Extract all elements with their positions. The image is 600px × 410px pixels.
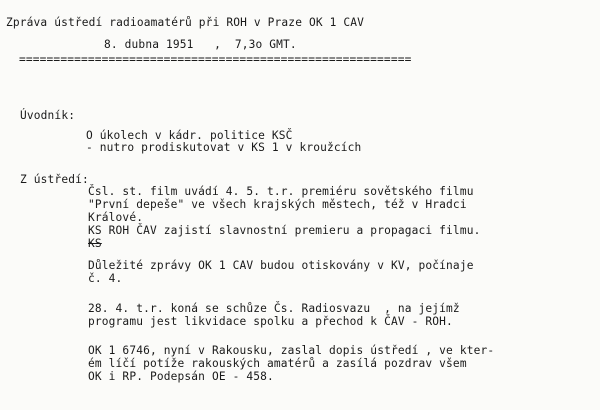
ustredi-line: KS ROH ČAV zajistí slavnostní premieru a propagaci filmu. xyxy=(88,224,481,237)
ustredi-struck-text: KS xyxy=(88,237,102,250)
ustredi-line: 28. 4. t.r. koná se schůze Čs. Radiosvazu , na jejímž xyxy=(88,302,460,315)
ustredi-line: Králové. xyxy=(88,211,144,224)
ustredi-line: programu jest likvidace spolku a přechod k ČAV - ROH. xyxy=(88,315,453,328)
ustredi-line: Čsl. st. film uvádí 4. 5. t.r. premiéru sovětského filmu xyxy=(88,185,474,198)
uvodnik-line: - nutro prodiskutovat v KS 1 v kroužcích xyxy=(86,141,362,154)
document-title: Zpráva ústředí radioamatérů při ROH v Praze OK 1 CAV xyxy=(6,16,365,29)
ustredi-line: ém líčí potíže rakouských amatérů a zasílá pozdrav všem xyxy=(88,357,467,370)
ustredi-line: Důležité zprávy OK 1 CAV budou otiskovány v KV, počínaje xyxy=(88,259,474,272)
document-date: 8. dubna 1951 , 7,3o GMT. xyxy=(104,38,297,51)
section-heading-z-ustredi: Z ústředí: xyxy=(20,173,89,186)
title-rule: ========================================================= xyxy=(19,53,412,66)
ustredi-line: "První depeše" ve všech krajských městech, též v Hradci xyxy=(88,198,467,211)
ustredi-line: OK i RP. Podepsán OE - 458. xyxy=(88,370,274,383)
uvodnik-line: O úkolech v kádr. politice KSČ xyxy=(86,129,293,142)
ustredi-line: OK 1 6746, nyní v Rakousku, zaslal dopis ústředí , ve kter- xyxy=(88,344,495,357)
ustredi-line: č. 4. xyxy=(88,272,123,285)
section-heading-uvodnik: Úvodník: xyxy=(20,109,76,122)
